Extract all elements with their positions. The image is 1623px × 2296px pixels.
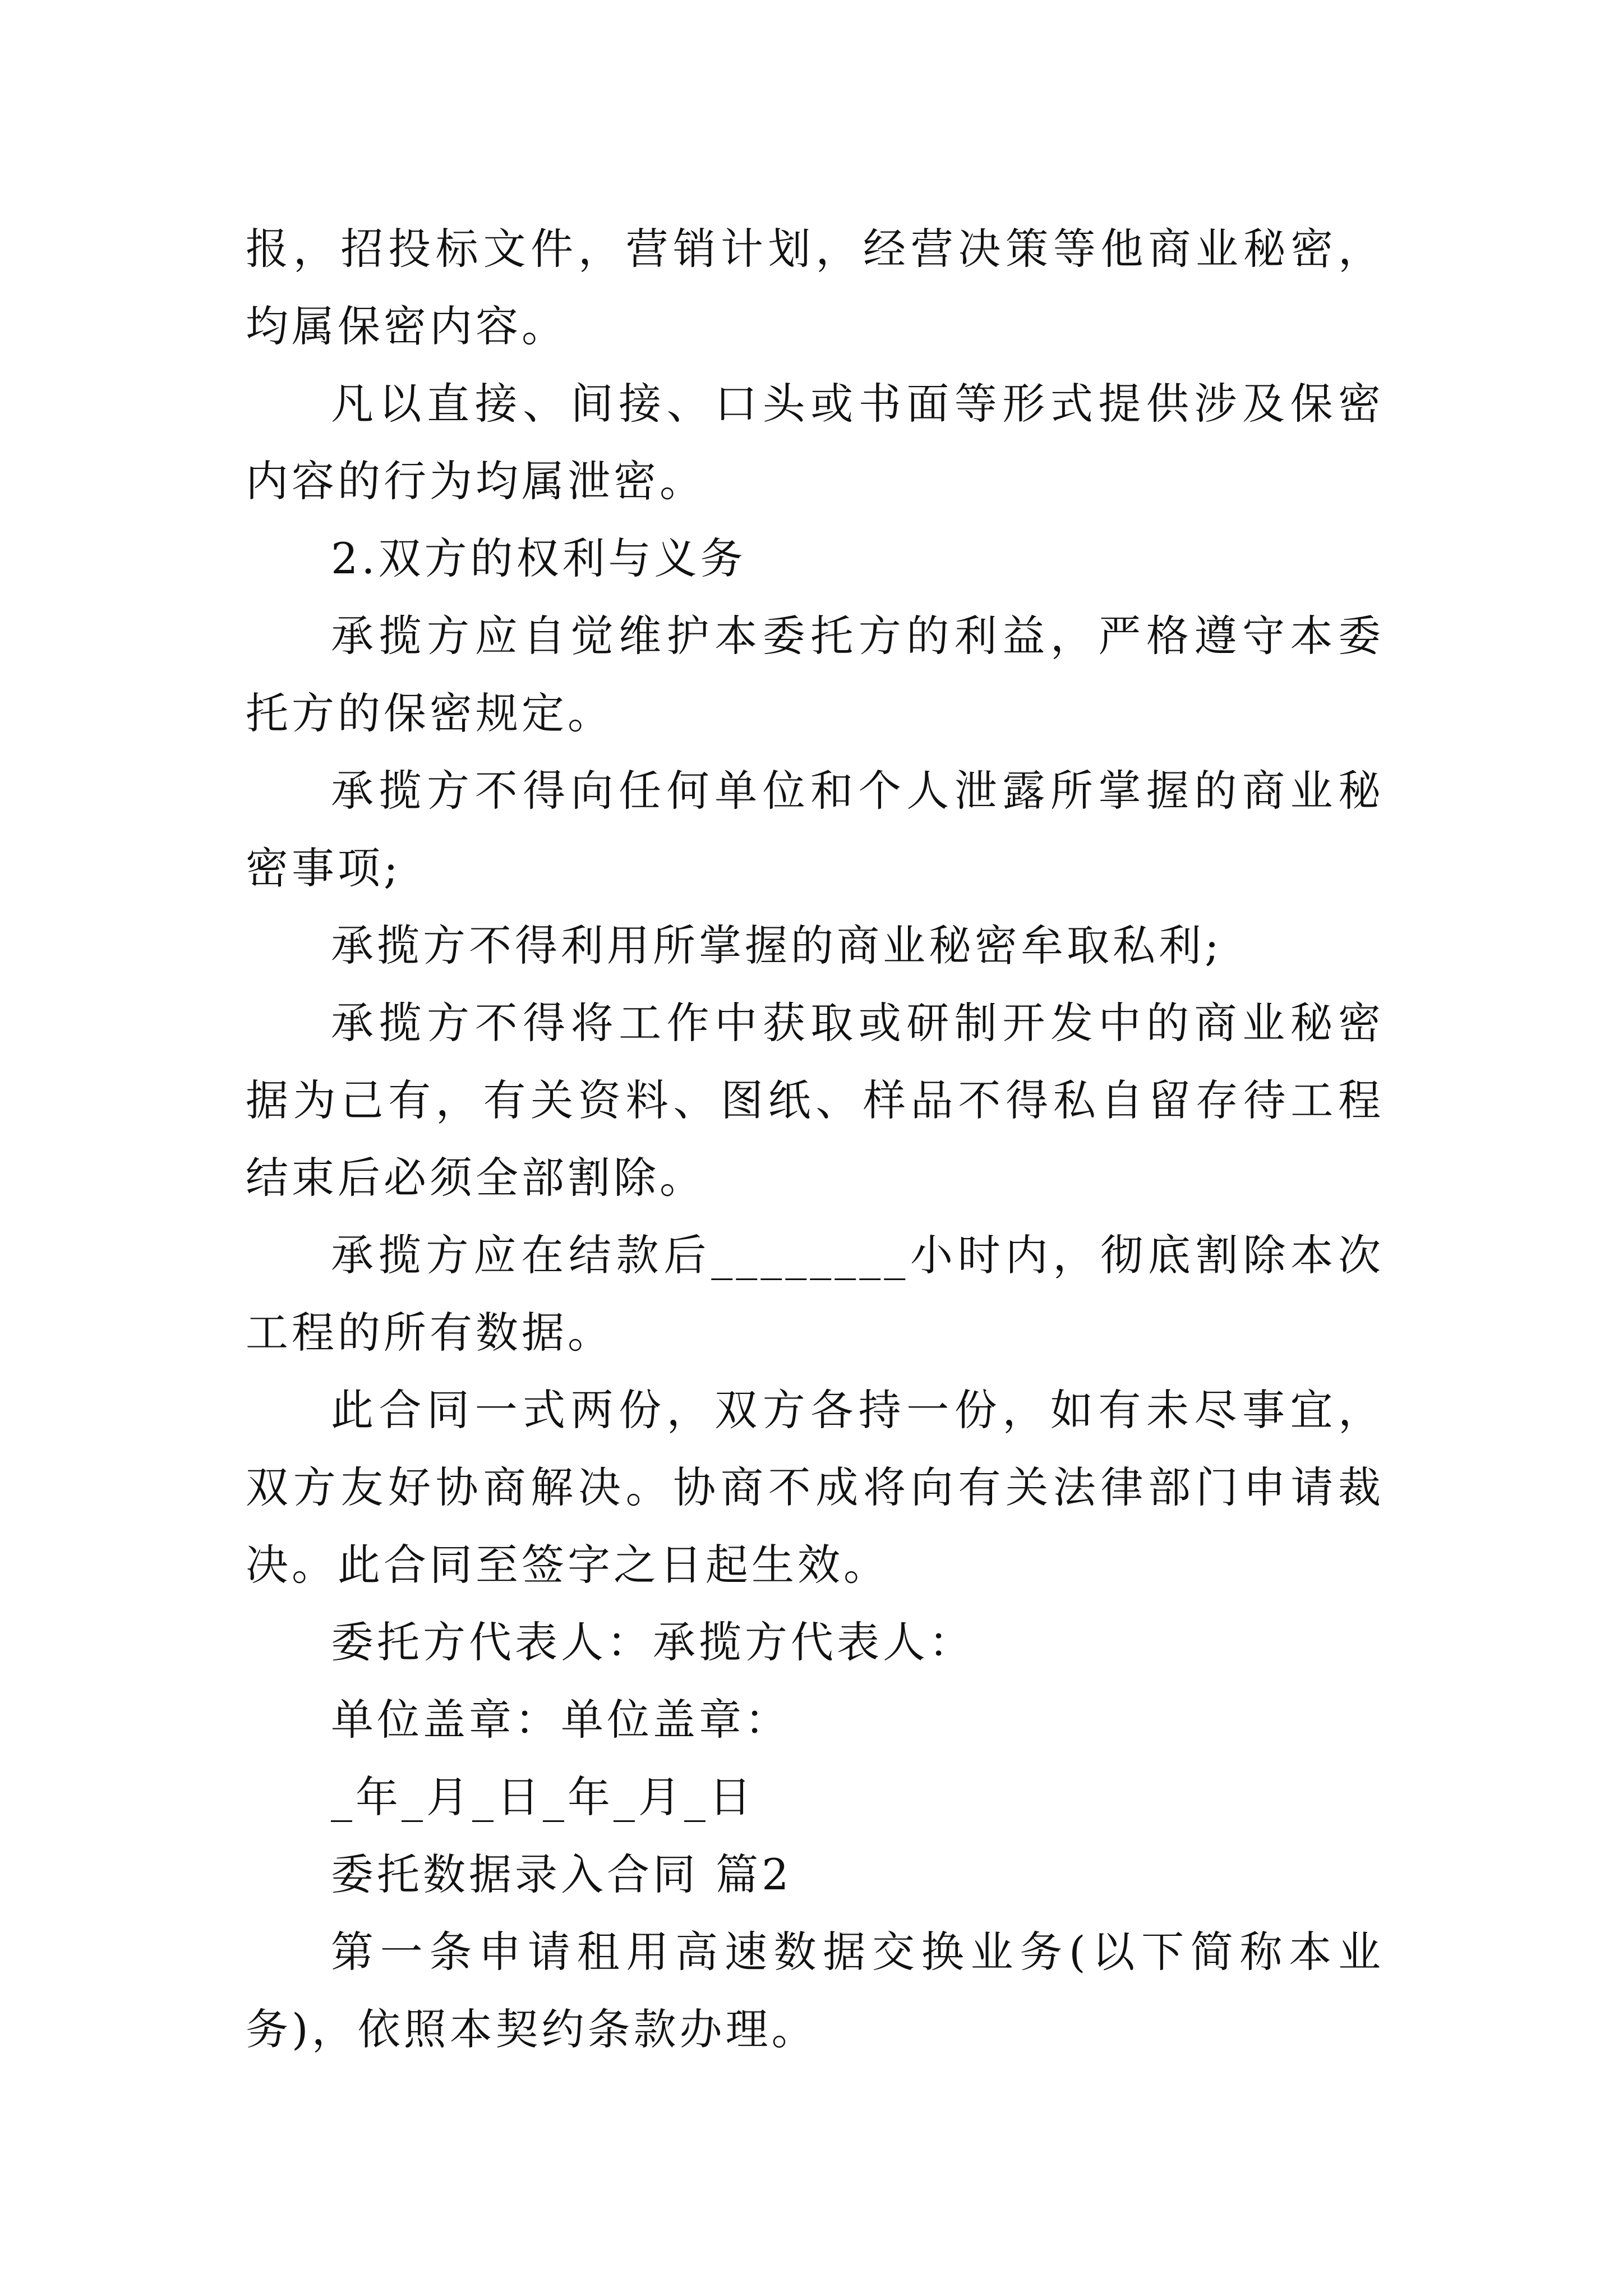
paragraph-article-one: 第一条申请租用高速数据交换业务(以下简称本业务)，依照本契约条款办理。 [246, 1927, 1384, 2054]
contract-title-part2: 委托数据录入合同 篇2 [331, 1849, 792, 1899]
paragraph-confidential-scope: 报，招投标文件，营销计划，经营决策等他商业秘密，均属保密内容。 [246, 224, 1384, 351]
paragraph-leak-definition: 凡以直接、间接、口头或书面等形式提供涉及保密内容的行为均属泄密。 [246, 379, 1384, 506]
section-heading-rights-obligations: 2.双方的权利与义务 [331, 533, 746, 583]
signature-dates: _年_月_日_年_月_日 [331, 1772, 755, 1822]
paragraph-no-profit: 承揽方不得利用所掌握的商业秘密牟取私利; [331, 921, 1223, 970]
signature-representatives: 委托方代表人：承揽方代表人： [331, 1617, 975, 1667]
document-body [246, 210, 1384, 2068]
paragraph-data-deletion: 承揽方应在结款后________小时内，彻底割除本次工程的所有数据。 [246, 1230, 1384, 1358]
paragraph-no-disclosure: 承揽方不得向任何单位和个人泄露所掌握的商业秘密事项; [246, 766, 1384, 893]
signature-seals: 单位盖章：单位盖章： [331, 1695, 791, 1745]
paragraph-copies-effect: 此合同一式两份，双方各持一份，如有未尽事宜，双方友好协商解决。协商不成将向有关法律部门申请裁决。此合同至签字之日起生效。 [246, 1385, 1384, 1590]
paragraph-protect-interests: 承揽方应自觉维护本委托方的利益，严格遵守本委托方的保密规定。 [246, 611, 1384, 738]
paragraph-no-retention: 承揽方不得将工作中获取或研制开发中的商业秘密据为己有，有关资料、图纸、样品不得私自留存待工程结束后必须全部割除。 [246, 998, 1384, 1203]
